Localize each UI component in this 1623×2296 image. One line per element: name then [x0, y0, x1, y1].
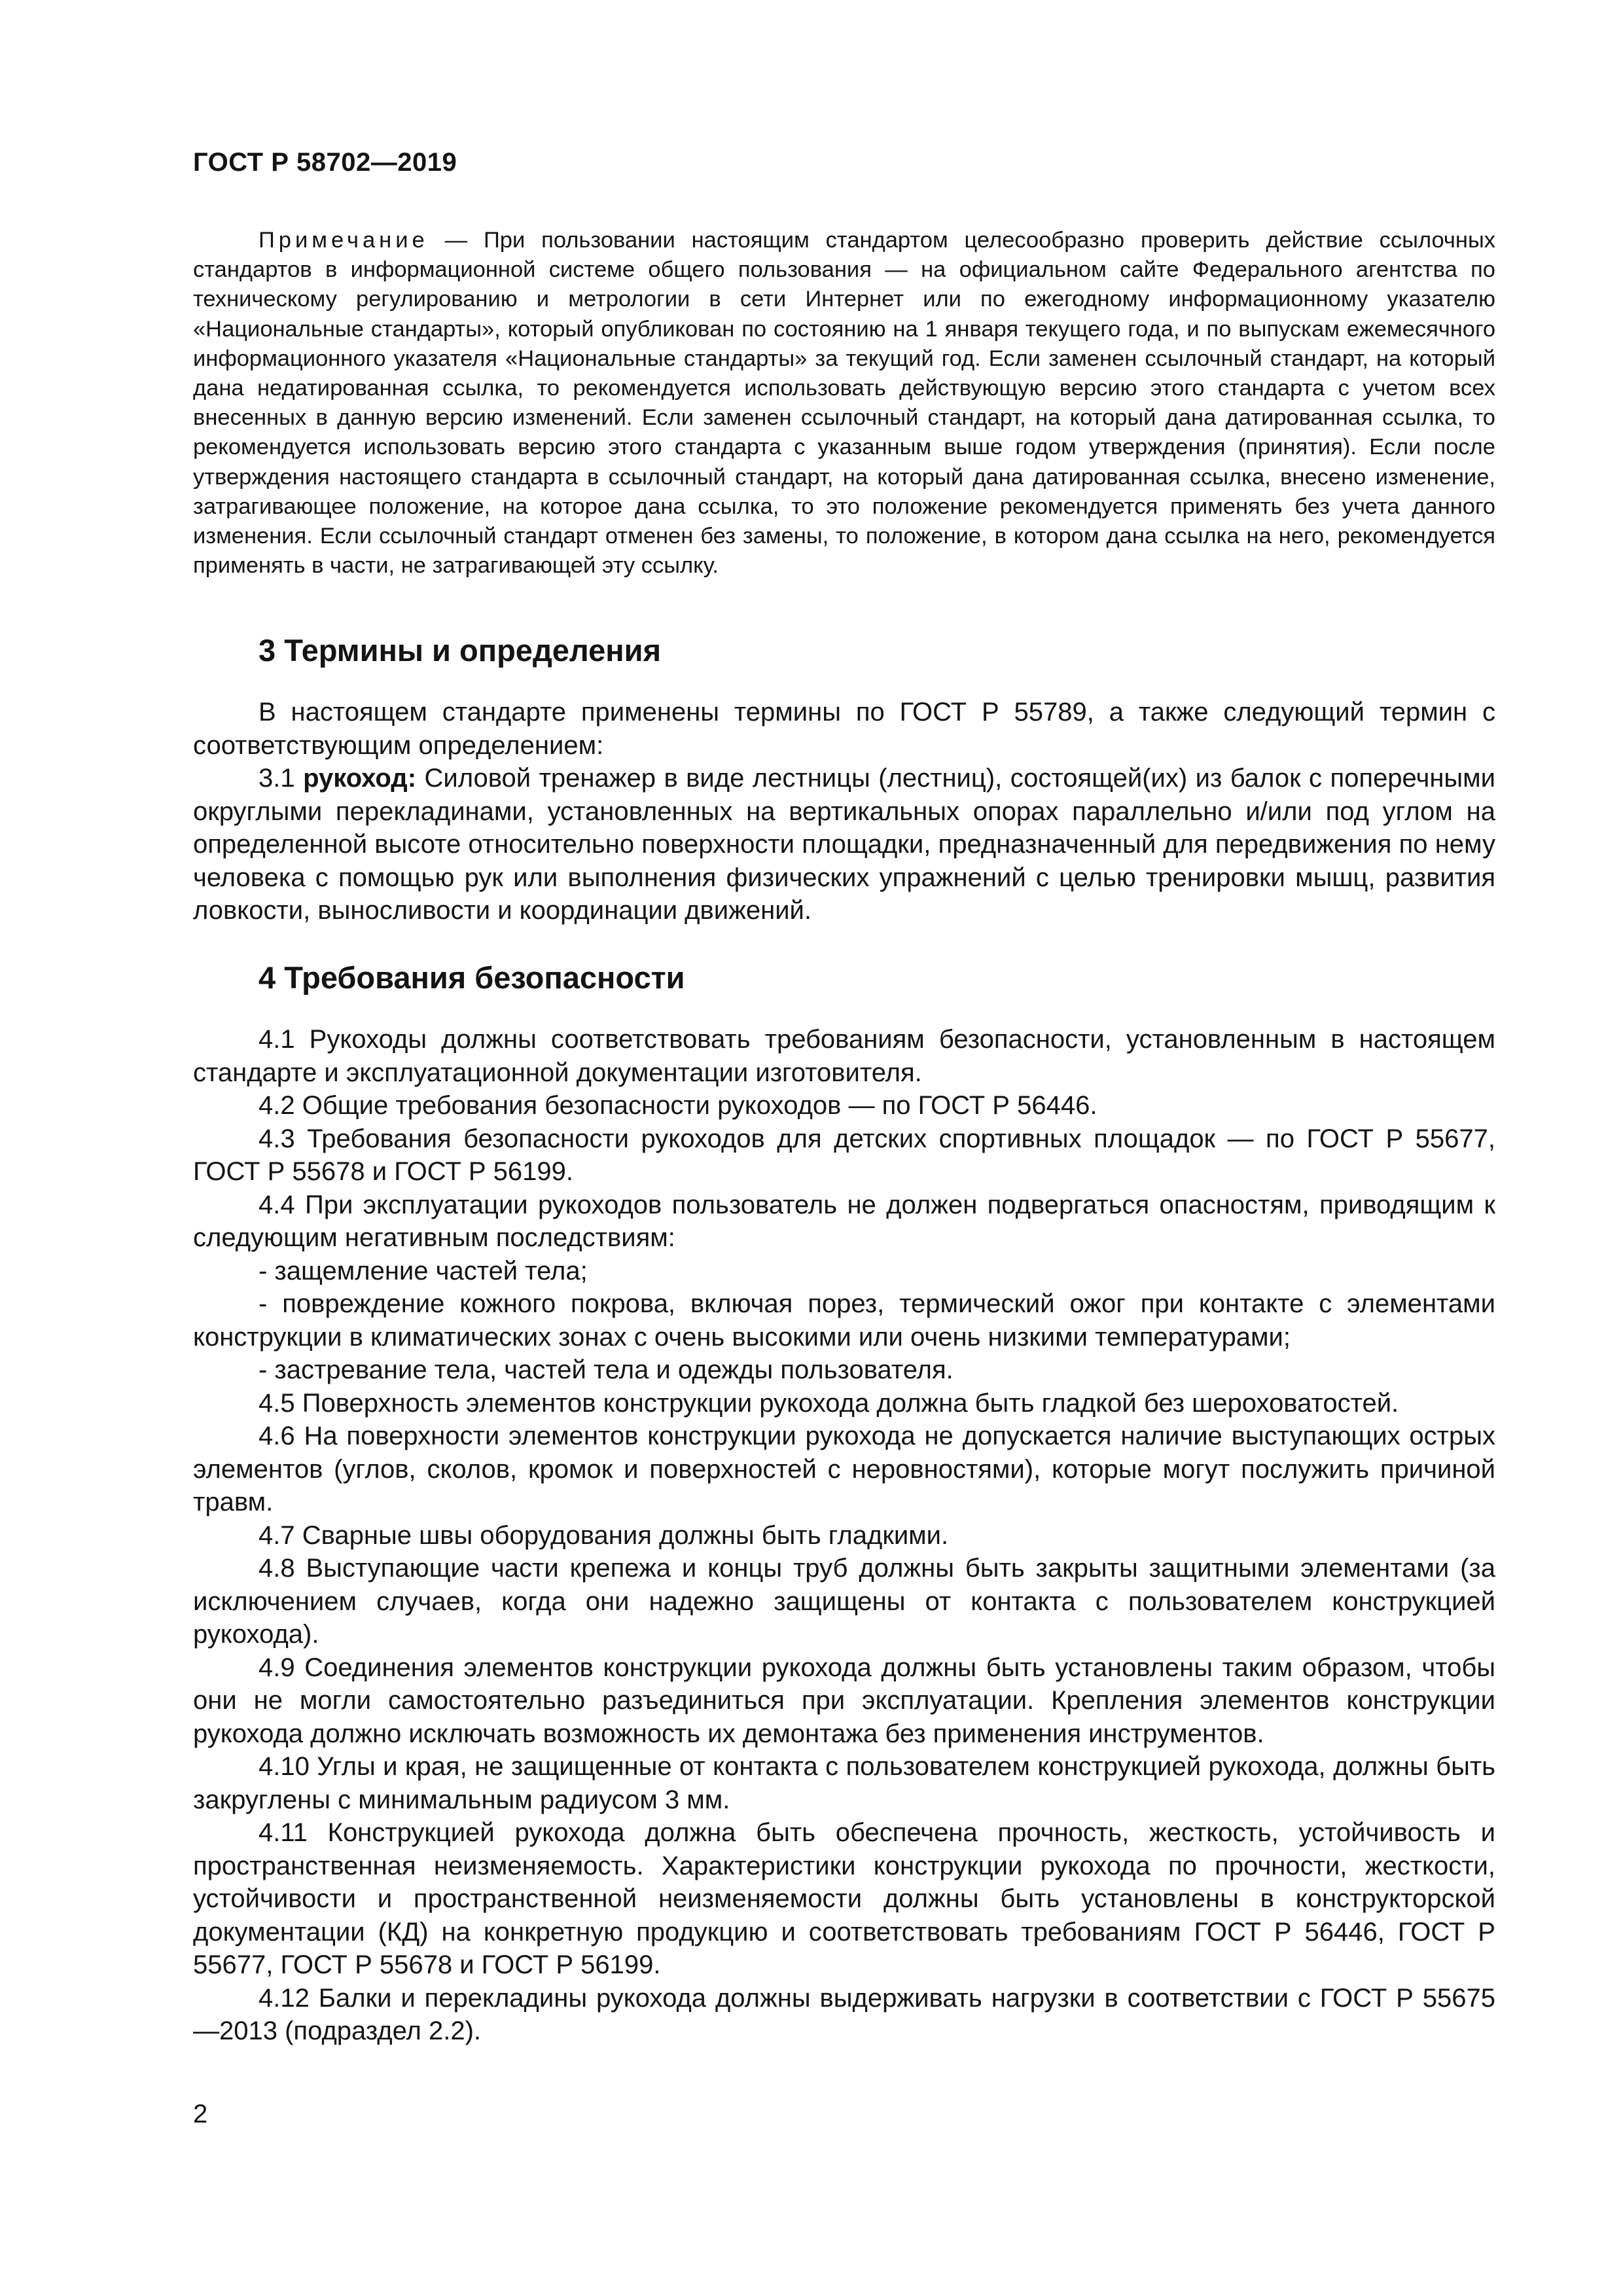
paragraph-4-10: 4.10 Углы и края, не защищенные от контакта с пользователем конструкцией рукохода, должны быть закруглены с минимальным радиусом 3 мм.: [193, 1752, 1495, 1814]
term-definition-text: Силовой тренажер в виде лестницы (лестниц), состоящей(их) из балок с поперечными округлыми перекладинами, установленных на вертикальных опорах параллельно и/или под углом на определенной высоте относительно поверхности площадки, предназначенный для передвижения по нему человека с помощью рук или выполнения физических упражнений с целью тренировки мышц, развития ловкости, выносливости и координации движений.: [193, 764, 1495, 925]
paragraph-4-9: 4.9 Соединения элементов конструкции рукохода должны быть установлены таким образом, чтобы они не могли самостоятельно разъединиться при эксплуатации. Крепления элементов конструкции рукохода должно исключать возможность их демонтажа без применения инструментов.: [193, 1653, 1495, 1748]
term-definition-3-1: [193, 762, 1495, 927]
paragraph-4-3: 4.3 Требования безопасности рукоходов для детских спортивных площадок — по ГОСТ Р 55677, ГОСТ Р 55678 и ГОСТ Р 56199.: [193, 1124, 1495, 1186]
paragraph-4-1: 4.1 Рукоходы должны соответствовать требованиям безопасности, установленным в настоящем стандарте и эксплуатационной документации изготовителя.: [193, 1025, 1495, 1087]
term-word: рукоход:: [303, 764, 417, 793]
paragraph-4-6: 4.6 На поверхности элементов конструкции рукохода не допускается наличие выступающих острых элементов (углов, сколов, кромок и поверхностей с неровностями), которые могут послужить причиной травм.: [193, 1422, 1495, 1516]
page-number: 2: [193, 2100, 208, 2128]
list-item: - повреждение кожного покрова, включая порез, термический ожог при контакте с элементами конструкции в климатических зонах с очень высокими или очень низкими температурами;: [193, 1289, 1495, 1352]
document-code: ГОСТ Р 58702—2019: [193, 148, 457, 177]
section-3-body: [193, 696, 1495, 927]
reference-note: [193, 226, 1495, 581]
section-3-heading: 3 Термины и определения: [259, 633, 661, 668]
section-4-heading: 4 Требования безопасности: [259, 960, 685, 995]
paragraph-4-7: 4.7 Сварные швы оборудования должны быть гладкими.: [259, 1520, 949, 1550]
section-4-body: [193, 1023, 1495, 2048]
paragraph-4-11: 4.11 Конструкцией рукохода должна быть обеспечена прочность, жесткость, устойчивость и пространственная неизменяемость. Характеристики конструкции рукохода по прочности, жесткости, устойчивости и пространственной неизменяемости должны быть установлены в конструкторской документации (КД) на конкретную продукцию и соответствовать требованиям ГОСТ Р 56446, ГОСТ Р 55677, ГОСТ Р 55678 и ГОСТ Р 56199.: [193, 1818, 1495, 1979]
section-3-intro: В настоящем стандарте применены термины по ГОСТ Р 55789, а также следующий термин с соответствующим определением:: [193, 698, 1495, 760]
paragraph-4-12: 4.12 Балки и перекладины рукохода должны выдерживать нагрузки в соответствии с ГОСТ Р 55675—2013 (подраздел 2.2).: [193, 1983, 1495, 2045]
paragraph-4-8: 4.8 Выступающие части крепежа и концы труб должны быть закрыты защитными элементами (за исключением случаев, когда они надежно защищены от контакта с пользователем конструкцией рукохода).: [193, 1554, 1495, 1649]
list-item: - защемление частей тела;: [259, 1256, 588, 1285]
note-label: Примечание: [259, 228, 429, 253]
paragraph-4-5: 4.5 Поверхность элементов конструкции рукохода должна быть гладкой без шероховатостей.: [259, 1388, 1399, 1418]
note-text: — При пользовании настоящим стандартом целесообразно проверить действие ссылочных стандартов в информационной системе общего пользования — на официальном сайте Федерального агентства по техническому регулированию и метрологии в сети Интернет или по ежегодному информационному указателю «Национальные стандарты», который опубликован по состоянию на 1 января текущего года, и по выпускам ежемесячного информационного указателя «Национальные стандарты» за текущий год. Если заменен ссылочный стандарт, на который дана недатированная ссылка, то рекомендуется использовать действующую версию этого стандарта с учетом всех внесенных в данную версию изменений. Если заменен ссылочный стандарт, на который дана датированная ссылка, то рекомендуется использовать версию этого стандарта с указанным выше годом утверждения (принятия). Если после утверждения настоящего стандарта в ссылочный стандарт, на который дана датированная ссылка, внесено изменение, затрагивающее положение, на которое дана ссылка, то это положение рекомендуется применять без учета данного изменения. Если ссылочный стандарт отменен без замены, то положение, в котором дана ссылка на него, рекомендуется применять в части, не затрагивающей эту ссылку.: [193, 228, 1495, 579]
paragraph-4-2: 4.2 Общие требования безопасности рукоходов — по ГОСТ Р 56446.: [259, 1091, 1097, 1120]
paragraph-4-4: 4.4 При эксплуатации рукоходов пользователь не должен подвергаться опасностям, приводящим к следующим негативным последствиям:: [193, 1190, 1495, 1252]
term-number: 3.1: [259, 764, 304, 793]
list-item: - застревание тела, частей тела и одежды пользователя.: [259, 1355, 954, 1384]
